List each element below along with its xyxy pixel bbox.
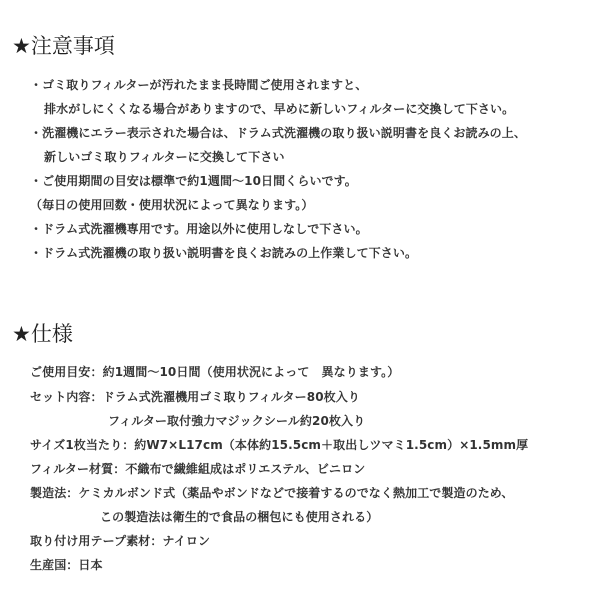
caution-line-6: （毎日の使用回数・使用状況によって異なります。） xyxy=(30,198,314,212)
caution-line-4: 新しいゴミ取りフィルターに交換して下さい xyxy=(44,150,285,164)
caution-line-1: ・ゴミ取りフィルターが汚れたまま長時間ご使用されますと、 xyxy=(30,78,368,92)
caution-line-5: ・ご使用期間の目安は標準で約1週間～10日間くらいです。 xyxy=(30,174,357,188)
specs-title: ★仕様 xyxy=(12,322,73,346)
spec-line-origin: 生産国：日本 xyxy=(30,558,103,572)
caution-line-2: 排水がしにくくなる場合がありますので、早めに新しいフィルターに交換して下さい。 xyxy=(44,102,515,116)
spec-line-material: フィルター材質：不織布で繊維組成はポリエステル、ビニロン xyxy=(30,462,366,476)
spec-line-size: サイズ1枚当たり：約W7×L17cm（本体約15.5cm＋取出しツマミ1.5cm）×1.5mm厚 xyxy=(30,438,529,452)
cautions-title: ★注意事項 xyxy=(12,34,115,58)
spec-line-usage: ご使用目安：約1週間～10日間（使用状況によって 異なります。） xyxy=(30,365,400,379)
spec-line-contents-2: フィルター取付強力マジックシール約20枚入り xyxy=(108,414,366,428)
caution-line-8: ・ドラム式洗濯機の取り扱い説明書を良くお読みの上作業して下さい。 xyxy=(30,246,418,260)
spec-line-method-2: この製造法は衛生的で食品の梱包にも使用される） xyxy=(100,510,379,524)
spec-line-contents: セット内容：ドラム式洗濯機用ゴミ取りフィルター80枚入り xyxy=(30,390,360,404)
spec-line-tape: 取り付け用テープ素材：ナイロン xyxy=(30,534,211,548)
caution-line-7: ・ドラム式洗濯機専用です。用途以外に使用しなしで下さい。 xyxy=(30,222,368,236)
spec-line-method: 製造法：ケミカルボンド式（薬品やボンドなどで接着するのでなく熱加工で製造のため、 xyxy=(30,486,514,500)
caution-line-3: ・洗濯機にエラー表示された場合は、ドラム式洗濯機の取り扱い説明書を良くお読みの上、 xyxy=(30,126,526,140)
